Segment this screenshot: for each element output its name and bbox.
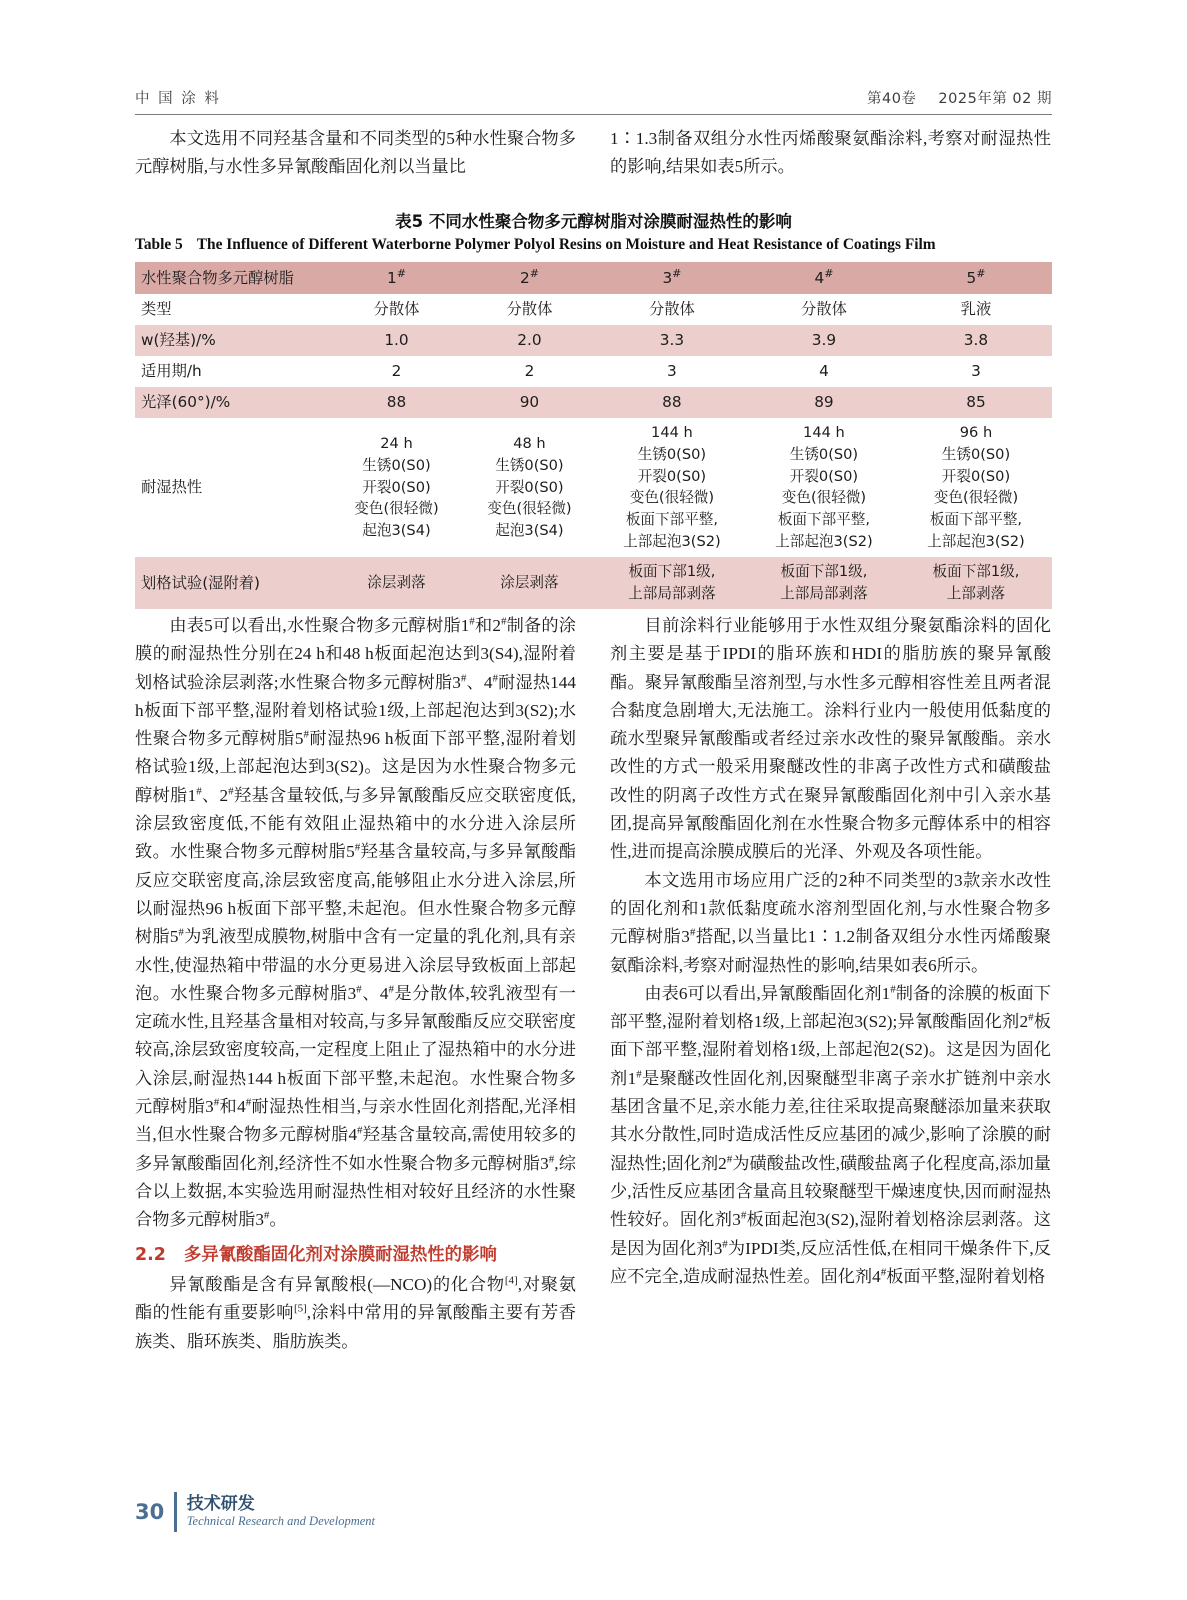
page-footer (135, 1492, 375, 1532)
table-cell: 3# (662, 267, 682, 288)
table-row (135, 325, 1052, 356)
paragraph: 本文选用市场应用广泛的2种不同类型的3款亲水改性的固化剂和1款低黏度疏水溶剂型固化剂,与水性聚合物多元醇树脂3#搭配,以当量比1∶1.2制备双组分水性丙烯酸聚氨酯涂料,考察对耐湿热性的影响,结果如表6所示。 (610, 870, 1051, 975)
page-number: 30 (135, 1500, 165, 1524)
table-cell: 1.0 (384, 330, 409, 349)
table-row (135, 418, 1052, 557)
table-cell: 分散体 (800, 300, 847, 319)
table5-caption-en (135, 236, 1052, 254)
table-cell: 48 h 生锈0(S0) 开裂0(S0) 变色(很轻微) 起泡3(S4) (487, 434, 572, 540)
table-row (135, 356, 1052, 387)
table-cell: 4 (819, 361, 829, 380)
table-cell: 分散体 (648, 300, 695, 319)
table-cell: 2 (391, 361, 402, 380)
paragraph: 异氰酸酯是含有异氰酸根(—NCO)的化合物[4],对聚氨酯的性能有重要影响[5],涂料中常用的异氰酸酯主要有芳香族类、脂环族类、脂肪族类。 (135, 1274, 576, 1351)
paragraph: 由表6可以看出,异氰酸酯固化剂1#制备的涂膜的板面下部平整,湿附着划格1级,上部起泡3(S2);异氰酸酯固化剂2#板面下部平整,湿附着划格1级,上部起泡2(S2)。这是因为固化剂1#是聚醚改性固化剂,因聚醚型非离子亲水扩链剂中亲水基团含量不足,亲水能力差,往往采取提高聚醚添加量来获取其水分散性,同时造成活性反应基团的减少,影响了涂膜的耐湿热性;固化剂2#为磺酸盐改性,磺酸盐离子化程度高,添加量少,活性反应基团含量高且较聚醚型干燥速度快,因而耐湿热性较好。固化剂3#板面起泡3(S2),湿附着划格涂层剥落。这是因为固化剂3#为IPDI类,反应活性低,在相同干燥条件下,反应不完全,造成耐湿热性差。固化剂4#板面平整,湿附着划格 (610, 983, 1051, 1286)
table5-title-en: The Influence of Different Waterborne Polymer Polyol Resins on Moisture and Heat Resistance of Coatings Film (196, 236, 936, 253)
volume-label: 第40卷 (866, 91, 917, 107)
body-left-column (135, 612, 576, 1356)
table5-caption-cn: 表5 不同水性聚合物多元醇树脂对涂膜耐湿热性的影响 (395, 212, 792, 231)
table-cell: 分散体 (506, 300, 553, 319)
table-row-label: 类型 (141, 300, 172, 319)
table-cell: 涂层剥落 (500, 574, 559, 592)
table-cell: 乳液 (960, 300, 992, 319)
intro-right-paragraph: 1∶1.3制备双组分水性丙烯酸聚氨酯涂料,考察对耐湿热性的影响,结果如表5所示。 (610, 129, 1051, 176)
table-cell: 1# (387, 267, 406, 288)
footer-label (187, 1495, 375, 1529)
table-cell: 3 (971, 361, 981, 380)
table-row (135, 294, 1052, 325)
table-cell: 85 (966, 392, 986, 411)
intro-columns (135, 125, 1052, 181)
table-row-label: w(羟基)/% (141, 330, 216, 349)
table-row (135, 262, 1052, 294)
table-cell: 板面下部1级, 上部局部剥落 (628, 563, 716, 603)
body-right-column (610, 612, 1051, 1356)
table-row-label: 适用期/h (141, 361, 202, 380)
table-row (135, 557, 1052, 609)
table-cell: 3.3 (659, 330, 685, 349)
table-cell: 88 (386, 392, 407, 411)
table-cell: 88 (662, 392, 682, 411)
table-cell: 2 (524, 361, 535, 380)
table-cell: 板面下部1级, 上部局部剥落 (780, 563, 868, 603)
body-columns (135, 612, 1052, 1356)
table-cell: 144 h 生锈0(S0) 开裂0(S0) 变色(很轻微) 板面下部平整, 上部起泡3(S2) (775, 423, 873, 551)
table-cell: 90 (519, 392, 540, 411)
table-cell: 分散体 (373, 300, 420, 319)
table-cell: 2.0 (517, 330, 542, 349)
paragraph: 目前涂料行业能够用于水性双组分聚氨酯涂料的固化剂主要是基于IPDI的脂环族和HDI的脂肪族的聚异氰酸酯。聚异氰酸酯呈溶剂型,与水性多元醇相容性差且两者混合黏度急剧增大,无法施工。涂料行业内一般使用低黏度的疏水型聚异氰酸酯或者经过亲水改性的聚异氰酸酯。亲水改性的方式一般采用聚醚改性的非离子改性方式和磺酸盐改性的阴离子改性方式在聚异氰酸酯固化剂中引入亲水基团,提高异氰酸酯固化剂在水性聚合物多元醇体系中的相容性,进而提高涂膜成膜后的光泽、外观及各项性能。 (610, 616, 1051, 862)
table5-wrapper (135, 262, 1052, 609)
footer-label-en: Technical Research and Development (186, 1514, 375, 1529)
footer-divider (174, 1492, 177, 1532)
journal-name: 中 国 涂 料 (135, 91, 221, 107)
table-cell: 5# (966, 267, 986, 288)
table-row-label: 划格试验(湿附着) (141, 573, 261, 592)
table-row-label: 光泽(60°)/% (141, 392, 231, 411)
section-title: 多异氰酸酯固化剂对涂膜耐湿热性的影响 (183, 1244, 497, 1265)
intro-left-paragraph: 本文选用不同羟基含量和不同类型的5种水性聚合物多元醇树脂,与水性多异氰酸酯固化剂以当量比 (135, 129, 576, 176)
table-row (135, 387, 1052, 418)
table-cell: 2# (519, 267, 539, 288)
table-cell: 144 h 生锈0(S0) 开裂0(S0) 变色(很轻微) 板面下部平整, 上部起泡3(S2) (623, 423, 721, 551)
table5-number-en: Table 5 (135, 236, 183, 253)
table-cell: 板面下部1级, 上部剥落 (932, 563, 1020, 603)
table-cell: 4# (814, 267, 834, 288)
paragraph: 由表5可以看出,水性聚合物多元醇树脂1#和2#制备的涂膜的耐湿热性分别在24 h和48 h板面起泡达到3(S4),湿附着划格试验涂层剥落;水性聚合物多元醇树脂3#、4#耐湿热144 h板面下部平整,湿附着划格试验1级,上部起泡达到3(S2);水性聚合物多元醇树脂5#耐湿热96 h板面下部平整,湿附着划格试验1级,上部起泡达到3(S2)。这是因为水性聚合物多元醇树脂1#、2#羟基含量较低,与多异氰酸酯反应交联密度低,涂层致密度低,不能有效阻止湿热箱中的水分进入涂层所致。水性聚合物多元醇树脂5#羟基含量较高,与多异氰酸酯反应交联密度高,涂层致密度高,能够阻止水分进入涂层,所以耐湿热96 h板面下部平整,未起泡。但水性聚合物多元醇树脂5#为乳液型成膜物,树脂中含有一定量的乳化剂,具有亲水性,使湿热箱中带温的水分更易进入涂层导致板面上部起泡。水性聚合物多元醇树脂3#、4#是分散体,较乳液型有一定疏水性,且羟基含量相对较高,与多异氰酸酯反应交联密度较高,涂层致密度较高,一定程度上阻止了湿热箱中的水分进入涂层,耐湿热144 h板面下部平整,未起泡。水性聚合物多元醇树脂3#和4#耐湿热性相当,与亲水性固化剂搭配,光泽相当,但水性聚合物多元醇树脂4#羟基含量较高,需使用较多的多异氰酸酯固化剂,经济性不如水性聚合物多元醇树脂3#,综合以上数据,本实验选用耐湿热性相对较好且经济的水性聚合物多元醇树脂3#。 (135, 615, 576, 1230)
table5 (135, 262, 1052, 609)
table-cell: 96 h 生锈0(S0) 开裂0(S0) 变色(很轻微) 板面下部平整, 上部起泡3(S2) (927, 423, 1025, 551)
issue-label: 2025年第 02 期 (938, 91, 1052, 107)
table-cell: 24 h 生锈0(S0) 开裂0(S0) 变色(很轻微) 起泡3(S4) (354, 434, 439, 540)
table-cell: 3.9 (811, 330, 837, 349)
table-row-label: 水性聚合物多元醇树脂 (141, 268, 294, 287)
table-cell: 涂层剥落 (367, 574, 426, 592)
footer-label-cn: 技术研发 (186, 1493, 255, 1514)
table-row-label: 耐湿热性 (141, 477, 203, 496)
issue-info (867, 87, 1052, 108)
running-head (135, 78, 1052, 115)
table-cell: 3.8 (963, 330, 989, 349)
section-number: 2.2 (135, 1244, 166, 1265)
table-cell: 89 (814, 392, 834, 411)
table-cell: 3 (667, 361, 677, 380)
section-heading-2-2 (135, 1241, 576, 1270)
